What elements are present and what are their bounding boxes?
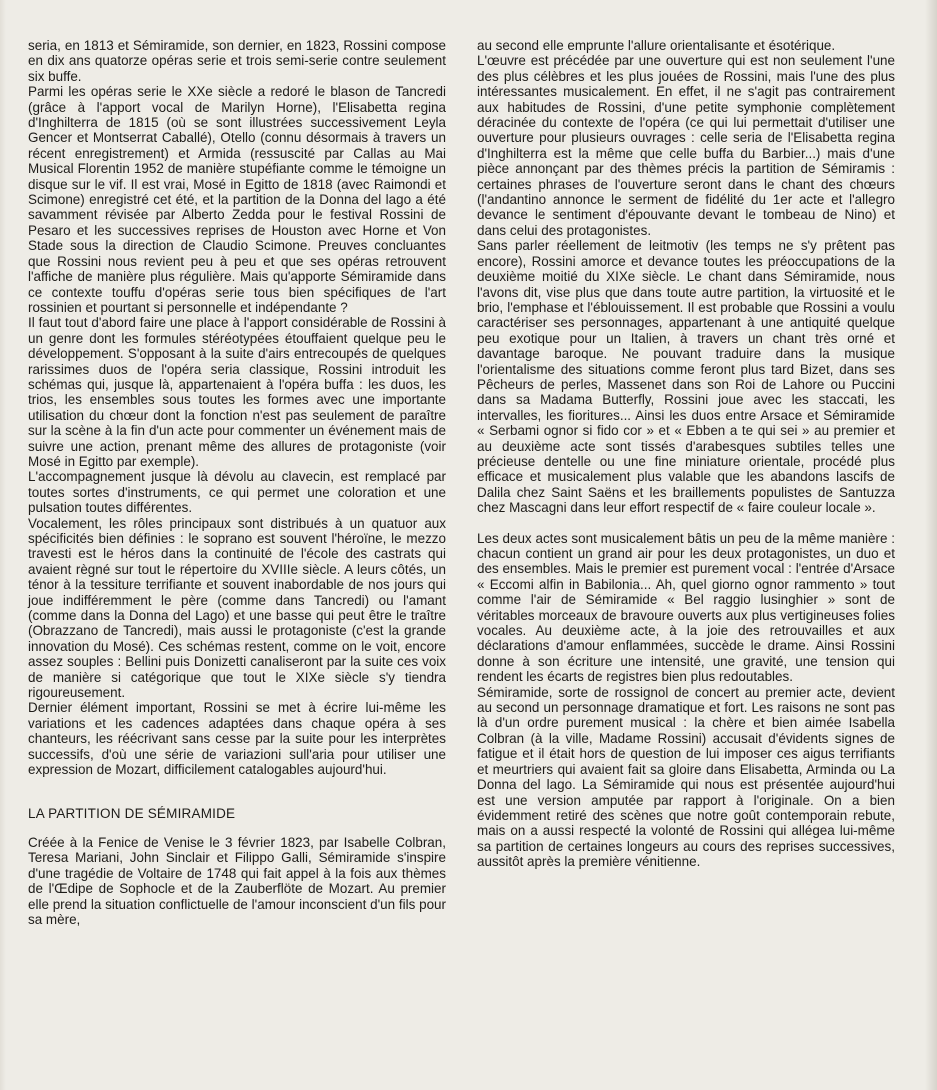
paragraph: au second elle emprunte l'allure orientalisante et ésotérique. [477,38,836,53]
paragraph: L'accompagnement jusque là dévolu au clavecin, est remplacé par toutes sortes d'instruments, ce qui permet une coloration et une pulsation toutes différentes. [28,469,446,516]
paragraph: Sans parler réellement de leitmotiv (les temps ne s'y prêtent pas encore), Rossini amorce et devance toutes les préoccupations de la deuxième moitié du XIXe siècle. Le chant dans Sémiramide, nous l'avons dit, vise plus que dans toute autre partition, la virtuosité et le brio, l'emphase et l'éblouissement. Il est probable que Rossini a voulu caractériser ses personnages, appartenant à une antiquité quelque peu exotique pour un Italien, à travers un chant très orné et davantage baroque. Ne pouvant traduire dans la musique l'orientalisme des situations comme feront plus tard Bizet, dans ses Pêcheurs de perles, Massenet dans son Roi de Lahore ou Puccini dans sa Madama Butterfly, Rossini joue avec les staccati, les intervalles, les fioritures... Ainsi les duos entre Arsace et Sémiramide « Serbami ognor si fido cor » et « Ebben a te qui sei » au premier et au deuxième acte sont tissés d'arabesques subtiles telles une précieuse dentelle ou une fine miniature orientale, procédé plus efficace et musicalement plus valable que les abandons lascifs de Dalila chez Saint Saëns et les braillements populistes de Santuzza chez Mascagni dans leur effort respectif de « faire couleur locale ». [477,238,895,516]
page-edge-right [925,0,937,1090]
section-heading: LA PARTITION DE SÉMIRAMIDE [28,805,236,821]
paragraph: Sémiramide, sorte de rossignol de concert au premier acte, devient au second un personnage dramatique et fort. Les raisons ne sont pas là d'un ordre purement musical : la chère et bien aimée Isabella Colbran (à la ville, Madame Rossini) accusait d'évidents signes de fatigue et il était hors de question de lui imposer ces aigus terrifiants et meurtriers qui avaient fait sa gloire dans Elisabetta, Arminda ou La Donna del lago. La Sémiramide qui nous est présentée aujourd'hui est une version amputée par rapport à l'originale. On a bien évidemment retiré des scènes que notre goût contemporain rebute, mais on a aussi respecté la volonté de Rossini qui allégea lui-même sa partition de certaines longeurs au cours des reprises successives, aussitôt après la première vénitienne. [477,684,895,870]
paragraph: Parmi les opéras serie le XXe siècle a redoré le blason de Tancredi (grâce à l'apport vocal de Marilyn Horne), l'Elisabetta regina d'Inghilterra de 1815 (où se sont illustrées successivement Leyla Gencer et Montserrat Caballé), Otello (connu désormais à travers un récent enregistrement) et Armida (ressuscité par Callas au Mai Musical Florentin 1952 de manière stupéfiante comme le témoigne un disque sur le vif. Il est vrai, Mosé in Egitto de 1818 (avec Raimondi et Scimone) enregistré cet été, et la partition de la Donna del lago a été savamment révisée par Alberto Zedda pour le festival Rossini de Pesaro et les successives reprises de Houston avec Horne et Von Stade sous la direction de Claudio Scimone. Preuves concluantes que Rossini nous revient peu à peu et que ses opéras retrouvent l'affiche de manière plus régulière. Mais qu'apporte Sémiramide dans ce contexte touffu d'opéras serie tous bien spécifiques de l'art rossinien et pourtant si personnelle et indépendante ? [28,84,446,315]
page-edge-left [0,0,6,1090]
paragraph: seria, en 1813 et Sémiramide, son dernier, en 1823, Rossini compose en dix ans quatorze opéras serie et trois semi-serie contre seulement six buffe. [28,38,446,84]
left-column [28,38,446,927]
paragraph: Les deux actes sont musicalement bâtis un peu de la même manière : chacun contient un grand air pour les deux protagonistes, un duo et des ensembles. Mais le premier est purement vocal : l'entrée d'Arsace « Eccomi alfin in Babilonia... Ah, quel giorno ognor rammento » tout comme l'air de Sémiramide « Bel raggio lusinghier » sont de véritables morceaux de bravoure ouverts aux plus vertigineuses folies vocales. Au deuxième acte, à la joie des retrouvailles et aux déclarations d'amour enflammées, succède le drame. Ainsi Rossini donne à son écriture une intensité, une gravité, une tension qui rendent les écarts de registres bien plus redoutables. [477,530,895,685]
paragraph: Créée à la Fenice de Venise le 3 février 1823, par Isabelle Colbran, Teresa Mariani, John Sinclair et Filippo Galli, Sémiramide s'inspire d'une tragédie de Voltaire de 1748 qui fait appel à la fois aux thèmes de l'Œdipe de Sophocle et de la Zauberflöte de Mozart. Au premier elle prend la situation conflictuelle de l'amour inconscient d'un fils pour sa mère, [28,834,446,927]
faint-watermark: ​ [543,565,577,628]
paragraph: Il faut tout d'abord faire une place à l'apport considérable de Rossini à un genre dont les formules stéréotypées étouffaient quelque peu le développement. S'opposant à la suite d'airs entrecoupés de quelques rarissimes duos de l'opéra seria classique, Rossini introduit les schémas qui, jusque là, appartenaient à l'opéra buffa : les duos, les trios, les ensembles sous toutes les formes avec une importante utilisation du chœur dont la fonction n'est pas seulement de paraître sur la scène à la fin d'un acte pour commenter un événement mais de suivre une action, prenant même des allures de protagoniste (voir Mosé in Egitto par exemple). [28,315,446,469]
paragraph: Dernier élément important, Rossini se met à écrire lui-même les variations et les cadences adaptées dans chaque opéra à ses chanteurs, les réécrivant sans cesse par la suite pour les interprètes successifs, d'où une série de variazioni sull'aria pour utiliser une expression de Mozart, difficilement catalogables aujourd'hui. [28,700,446,778]
paragraph: L'œuvre est précédée par une ouverture qui est non seulement l'une des plus célèbres et les plus jouées de Rossini, mais l'une des plus intéressantes musicalement. En effet, il ne s'agit pas contrairement aux habitudes de Rossini, d'une petite symphonie complètement déracinée du contexte de l'opéra (ce qui lui permettait d'utiliser une ouverture pour plusieurs ouvrages : celle seria de l'Elisabetta regina d'Inghilterra est la même que celle buffa du Barbier...) mais d'une pièce annonçant par des thèmes précis la partition de Sémiramis : certaines phrases de l'ouverture seront dans le chant des chœurs (l'andantino annonce le serment de fidélité du 1er acte et l'allegro devance le sentiment d'épouvante devant le tombeau de Nino) et dans celui des protagonistes. [477,53,895,238]
paragraph: Vocalement, les rôles principaux sont distribués à un quatuor aux spécificités bien définies : le soprano est souvent l'héroïne, le mezzo travesti est le héros dans la continuité de l'école des castrats qui avaient règné sur tout le répertoire du XVIIIe siècle. A leurs côtés, un ténor à la tessiture terrifiante et souvent inabordable de nos jours qui joue indifféremment le père (comme dans Tancredi) ou l'amant (comme dans la Donna del Lago) et une basse qui peut être le traître (Obrazzano de Tancredi), mais aussi le protagoniste (c'est la grande innovation du Mosé). Ces schémas restent, comme on le voit, encore assez souples : Bellini puis Donizetti canaliseront par la suite ces voix de manière si catégorique que tout le XIXe siècle s'y tiendra rigoureusement. [28,515,446,701]
right-column [477,38,895,870]
